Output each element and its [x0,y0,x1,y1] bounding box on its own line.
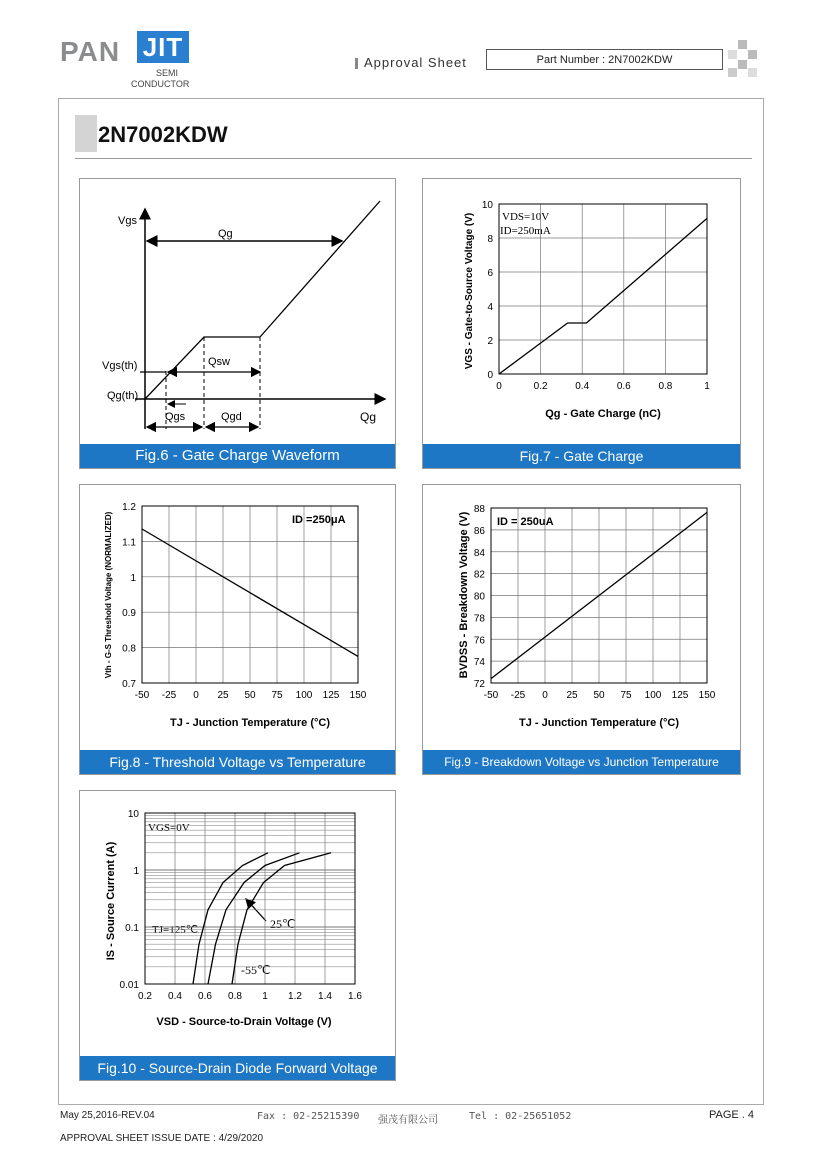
fig7-ytick-label: 6 [487,268,493,279]
fig10-xtick-label: 1.6 [348,991,362,1002]
approval-sheet-label: Approval Sheet [364,55,467,70]
fig7-ylabel: VGS - Gate-to-Source Voltage (V) [464,212,475,370]
fig7-xtick-label: 0.4 [575,381,590,392]
fig6-qgth-label: Qg(th) [107,390,139,402]
part-number-box: Part Number : 2N7002KDW [486,49,723,70]
fig9-xlabel: TJ - Junction Temperature (°C) [518,717,680,729]
fig10-caption: Fig.10 - Source-Drain Diode Forward Voltage [80,1056,395,1080]
fig9-ytick-label: 84 [473,547,485,559]
fig9-xtick-label: 50 [593,690,605,701]
fig6-vgsth-label: Vgs(th) [102,360,138,372]
fig7-annotation2: ID=250mA [500,225,551,237]
fig9-panel [422,484,741,775]
fig6-qgd-label: Qgd [221,411,242,423]
fig6-waveform [145,201,380,399]
fig10-ylabel: IS - Source Current (A) [105,841,117,961]
fig8-xtick-label: 25 [217,690,229,701]
fig6-qg-top-label: Qg [218,228,233,240]
fig8-xtick-label: 75 [271,690,283,701]
fig8-ytick-label: 1.2 [122,502,136,513]
fig6-qg-axis-label: Qg [360,410,377,424]
fig7-ytick-label: 2 [487,336,493,347]
fig10-ytick-label: 0.1 [125,923,139,934]
fig10-xlabel: VSD - Source-to-Drain Voltage (V) [156,1016,332,1028]
fig9-ytick-label: 86 [473,525,485,537]
fig7-ytick-label: 10 [481,200,493,211]
fig9-xtick-label: 25 [566,690,578,701]
fig7-xtick-label: 1 [704,381,710,392]
fig6-qgs-label: Qgs [165,411,186,423]
fig10-ytick-label: 10 [127,809,139,820]
fig9-ytick-label: 82 [473,569,485,581]
title-tab [75,115,97,152]
fig7-series-line-0 [499,218,707,374]
fig10-label-125: TJ=125℃ [152,924,199,936]
fig10-annotation: VGS=0V [148,822,190,834]
fig8-xtick-label: 0 [193,690,199,701]
fig7-xlabel: Qg - Gate Charge (nC) [545,408,661,420]
fig10-xtick-label: 0.8 [228,991,242,1002]
fig8-annotation: ID =250μA [292,514,346,526]
logo-jit-badge: JIT [137,31,189,63]
fig8-xtick-label: 150 [349,690,367,701]
fig10-label-m55: -55℃ [241,963,271,977]
fig8-xtick-label: -25 [161,690,177,701]
fig6-qsw-label: Qsw [208,356,230,368]
fig9-ytick-label: 78 [473,613,485,625]
logo-semi-text: SEMI [156,68,179,78]
fig7-ytick-label: 4 [487,302,493,313]
fig9-chart [423,485,740,774]
fig8-ytick-label: 1 [130,572,136,584]
logo-pan-text: PAN [60,36,121,67]
footer-company: 强茂有限公司 [378,1115,438,1126]
fig7-ytick-label: 8 [487,234,493,245]
fig10-xtick-label: 0.4 [168,991,182,1002]
fig9-xtick-label: -50 [483,690,499,701]
fig9-ytick-label: 80 [473,591,485,603]
fig7-caption: Fig.7 - Gate Charge [423,444,740,468]
footer-date-rev: May 25,2016-REV.04 [60,1110,155,1121]
fig6-panel [79,178,396,469]
fig10-xtick-label: 1.4 [318,991,332,1002]
footer-fax: Fax : 02-25215390 [257,1111,360,1122]
footer-tel: Tel : 02-25651052 [469,1111,572,1122]
fig8-ytick-label: 1.1 [122,537,136,549]
fig8-xtick-label: 125 [322,690,340,701]
approval-marker [355,58,358,69]
fig9-ytick-label: 76 [473,635,485,647]
fig9-ylabel: BVDSS - Breakdown Voltage (V) [458,511,470,679]
footer-page: PAGE . 4 [709,1109,755,1121]
fig9-xtick-label: 150 [698,690,716,701]
fig10-ytick-label: 0.01 [119,980,139,991]
fig10-xtick-label: 0.2 [138,991,152,1002]
fig8-panel [79,484,396,775]
fig9-xtick-label: 0 [542,690,548,701]
footer-issue-date: APPROVAL SHEET ISSUE DATE : 4/29/2020 [60,1133,264,1144]
fig7-panel [422,178,741,469]
fig7-annotation1: VDS=10V [502,211,550,223]
page-title: 2N7002KDW [98,122,228,147]
fig9-xtick-label: 75 [620,690,632,701]
fig8-ytick-label: 0.8 [122,643,136,655]
fig7-chart [423,179,740,468]
fig8-ytick-label: 0.9 [122,608,136,620]
fig10-xtick-label: 1 [262,991,268,1002]
title-divider [75,158,752,159]
fig8-xtick-label: -50 [134,690,150,701]
fig9-ytick-label: 72 [473,679,485,690]
fig8-xlabel: TJ - Junction Temperature (°C) [169,717,331,729]
fig8-ylabel: Vth - G-S Threshold Voltage (NORMALIZED) [104,511,113,679]
fig7-ytick-label: 0 [487,370,493,381]
fig7-xtick-label: 0.6 [616,381,631,392]
fig10-panel [79,790,396,1081]
fig8-caption: Fig.8 - Threshold Voltage vs Temperature [80,750,395,774]
fig10-chart [80,791,395,1080]
decorative-squares [728,40,768,80]
fig9-xtick-label: 100 [644,690,662,701]
logo-conductor-text: CONDUCTOR [131,79,190,89]
fig6-diagram [80,179,395,468]
fig9-ytick-label: 74 [473,657,485,669]
fig10-xtick-label: 1.2 [288,991,302,1002]
fig8-xtick-label: 100 [295,690,313,701]
fig9-xtick-label: -25 [510,690,526,701]
fig9-xtick-label: 125 [671,690,689,701]
fig10-plot-frame [145,813,355,984]
fig9-annotation: ID = 250uA [497,516,554,528]
fig10-ytick-label: 1 [133,866,139,877]
fig10-label-25: 25℃ [270,917,296,931]
fig9-ytick-label: 88 [473,504,485,515]
fig8-xtick-label: 50 [244,690,256,701]
fig6-caption: Fig.6 - Gate Charge Waveform [80,444,395,468]
fig8-chart [80,485,395,774]
fig8-ytick-label: 0.7 [122,679,136,690]
fig6-vgs-label: Vgs [118,215,137,227]
fig7-xtick-label: 0.8 [658,381,673,392]
fig7-xtick-label: 0 [496,381,502,392]
fig10-xtick-label: 0.6 [198,991,212,1002]
fig7-xtick-label: 0.2 [533,381,548,392]
fig9-caption: Fig.9 - Breakdown Voltage vs Junction Temperature [423,750,740,774]
